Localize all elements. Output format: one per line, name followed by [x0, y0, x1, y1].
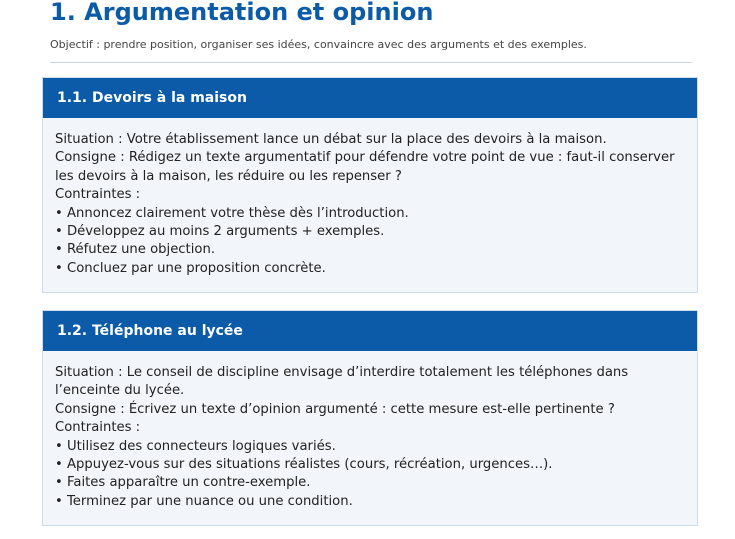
- list-item: • Concluez par une proposition concrète.: [55, 260, 685, 278]
- contraintes-label: Contraintes :: [55, 187, 141, 203]
- list-item: • Terminez par une nuance ou une condition.: [55, 493, 685, 511]
- consigne-text: Consigne : Rédigez un texte argumentatif pour défendre votre point de vue : faut-il conserver les devoirs à la maison, les réduire ou les repenser ?: [55, 150, 675, 184]
- exercise-card-devoirs: [42, 77, 698, 293]
- objective-text: Objectif : prendre position, organiser ses idées, convaincre avec des arguments et des exemples.: [50, 38, 587, 51]
- list-item: • Réfutez une objection.: [55, 241, 685, 259]
- card-header: [43, 78, 697, 118]
- situation-text: Situation : Votre établissement lance un débat sur la place des devoirs à la maison.: [55, 132, 607, 147]
- list-item: • Appuyez-vous sur des situations réalistes (cours, récréation, urgences…).: [55, 456, 685, 474]
- consigne-text: Consigne : Écrivez un texte d’opinion argumenté : cette mesure est-elle pertinente ?: [55, 401, 615, 417]
- contraintes-list: [55, 205, 685, 279]
- list-item: • Développez au moins 2 arguments + exemples.: [55, 223, 685, 241]
- list-item: • Faites apparaître un contre-exemple.: [55, 474, 685, 492]
- card-title: 1.1. Devoirs à la maison: [57, 90, 247, 106]
- title-divider: [50, 62, 692, 63]
- contraintes-list: [55, 438, 685, 512]
- list-item: • Utilisez des connecteurs logiques variés.: [55, 438, 685, 456]
- list-item: • Annoncez clairement votre thèse dès l’introduction.: [55, 205, 685, 223]
- contraintes-label: Contraintes :: [55, 420, 141, 436]
- card-body: [43, 118, 697, 286]
- page-title: 1. Argumentation et opinion: [50, 0, 434, 26]
- card-header: [43, 311, 697, 351]
- card-body: [43, 351, 697, 519]
- situation-text: Situation : Le conseil de discipline envisage d’interdire totalement les téléphones dans l’enceinte du lycée.: [55, 365, 629, 399]
- exercise-card-telephone: [42, 310, 698, 526]
- card-title: 1.2. Téléphone au lycée: [57, 323, 243, 339]
